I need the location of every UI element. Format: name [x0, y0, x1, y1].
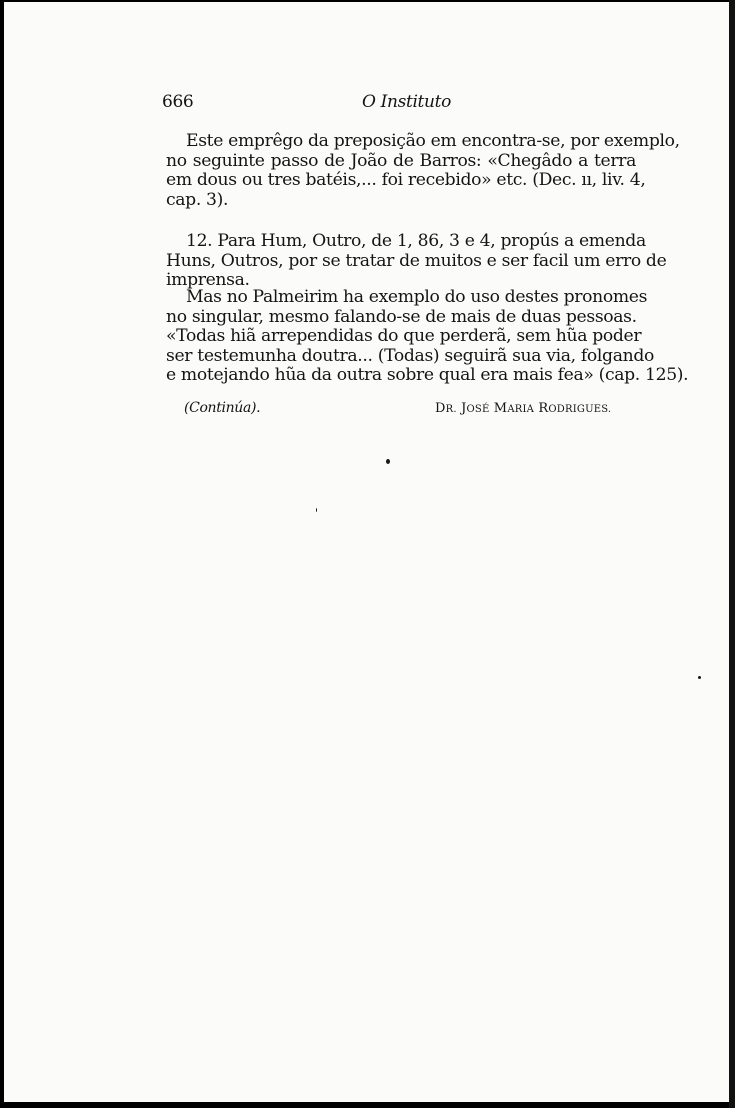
running-title: O Instituto: [362, 92, 451, 112]
author-prefix-initial: D: [435, 401, 446, 416]
paragraph-line: cap. 3).: [166, 189, 229, 210]
continued-note: (Continúa).: [184, 400, 261, 416]
paragraph-line: ser testemunha doutra... (Todas) seguirã sua via, folgando: [166, 345, 654, 366]
page-header: [162, 92, 637, 116]
ink-speck: [386, 459, 390, 464]
paragraph-line: Mas no Palmeirim ha exemplo do uso destes pronomes: [186, 287, 648, 307]
ink-speck: [698, 676, 701, 679]
page-number: 666: [162, 92, 194, 112]
paragraph-line: Este emprêgo da preposição em encontra-se, por exemplo,: [186, 131, 680, 151]
author-last-initial: R: [538, 401, 549, 416]
author-signature: [435, 401, 611, 416]
paragraph-line: no seguinte passo de João de Barros: «Chegâdo a terra: [166, 150, 636, 171]
paragraph-line: imprensa.: [166, 270, 250, 290]
paragraph-palmeirim: [166, 287, 689, 386]
paragraph-line: em dous ou tres batéis,... foi recebido» etc. (Dec. ıı, liv. 4,: [166, 170, 646, 190]
author-middle-rest: ARIA: [507, 404, 535, 415]
scan-border: [729, 0, 735, 1108]
author-prefix-rest: R.: [445, 404, 457, 415]
paragraph-line: 12. Para Hum, Outro, de 1, 86, 3 e 4, propús a emenda: [186, 231, 646, 251]
author-first-rest: OSÉ: [466, 404, 490, 415]
paragraph-line: «Todas hiã arrependidas do que perderã, sem hũa poder: [166, 326, 642, 346]
paragraph-line: Huns, Outros, por se tratar de muitos e ser facil um erro de: [166, 250, 667, 271]
ink-speck: [316, 508, 317, 512]
paragraph-line: e motejando hũa da outra sobre qual era mais fea» (cap. 125).: [166, 365, 689, 385]
author-first-initial: J: [461, 401, 467, 416]
author-last-rest: ODRIGUES.: [548, 404, 612, 415]
paragraph-preposition-em: [166, 131, 680, 210]
paragraph-note-12: [166, 231, 667, 291]
paragraph-line: no singular, mesmo falando-se de mais de duas pessoas.: [166, 306, 637, 327]
author-middle-initial: M: [493, 401, 508, 416]
scanned-page: [4, 2, 729, 1102]
